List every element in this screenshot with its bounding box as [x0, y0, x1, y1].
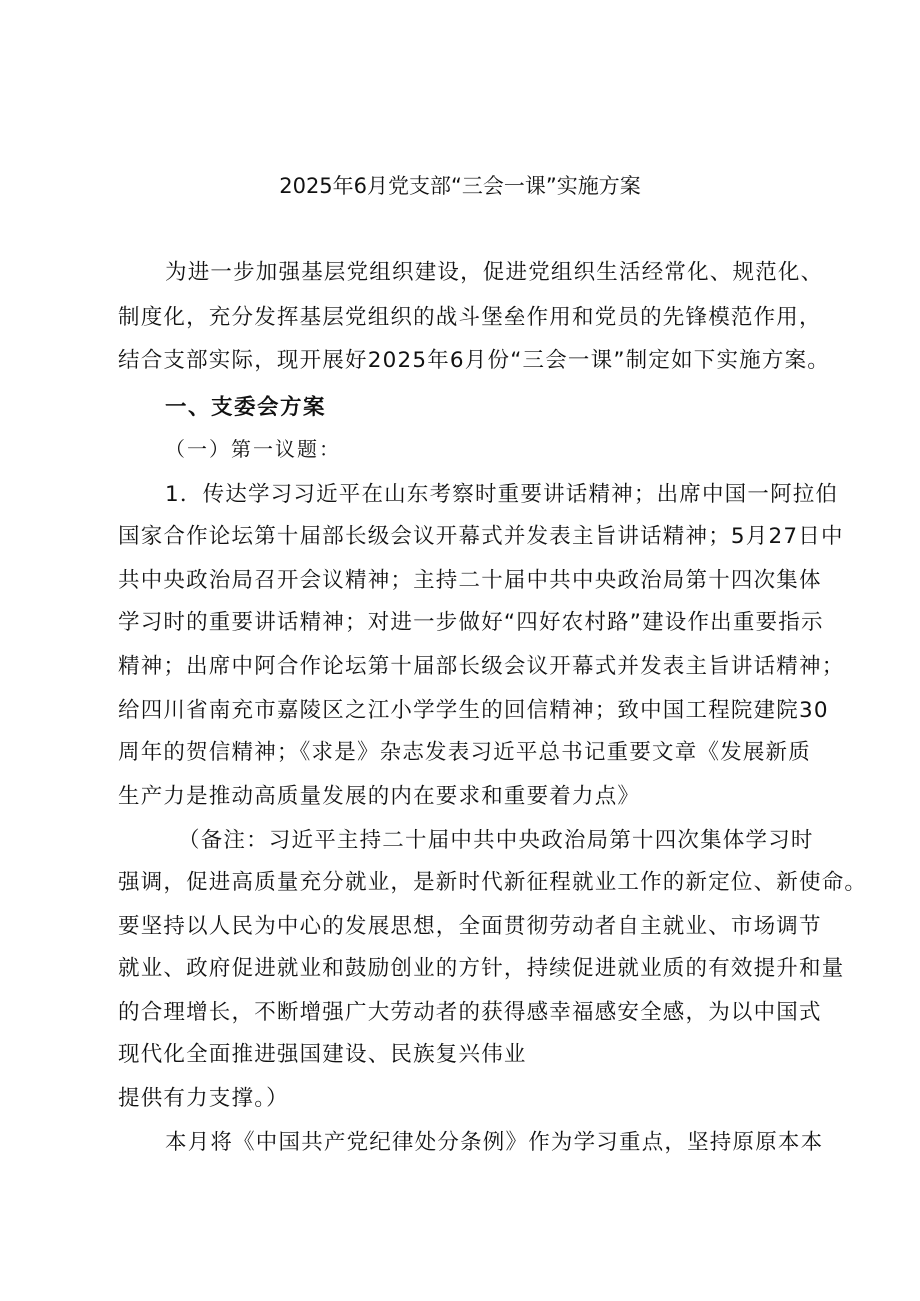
- item-line: 精神；出席中阿合作论坛第十届部长级会议开幕式并发表主旨讲话精神；: [118, 654, 845, 679]
- note-line: 强调，促进高质量充分就业，是新时代新征程就业工作的新定位、新使命。: [118, 870, 868, 895]
- note-line: 要坚持以人民为中心的发展思想，全面贯彻劳动者自主就业、市场调节: [118, 914, 822, 939]
- sub-heading: （一）第一议题：: [165, 437, 341, 461]
- intro-line: 制度化，充分发挥基层党组织的战斗堡垒作用和党员的先锋模范作用，: [118, 305, 822, 330]
- intro-line: 为进一步加强基层党组织建设，促进党组织生活经常化、规范化、: [165, 260, 824, 285]
- note-line: （备注：习近平主持二十届中共中央政治局第十四次集体学习时: [178, 828, 814, 853]
- document-title: 2025年6月党支部“三会一课”实施方案: [279, 174, 641, 198]
- item-line: 给四川省南充市嘉陵区之江小学学生的回信精神；致中国工程院建院30: [118, 698, 829, 723]
- note-line: 的合理增长，不断增强广大劳动者的获得感幸福感安全感，为以中国式: [118, 1000, 822, 1025]
- note-line: 就业、政府促进就业和鼓励创业的方针，持续促进就业质的有效提升和量: [118, 956, 845, 981]
- item-line: 周年的贺信精神；《求是》杂志发表习近平总书记重要文章《发展新质: [118, 740, 811, 765]
- note-line: 现代化全面推进强国建设、民族复兴伟业: [118, 1042, 527, 1067]
- item-line: 1．传达学习习近平在山东考察时重要讲话精神；出席中国一阿拉伯: [165, 482, 839, 507]
- item-line: 生产力是推动高质量发展的内在要求和重要着力点》: [118, 784, 641, 809]
- item-line: 共中央政治局召开会议精神；主持二十届中共中央政治局第十四次集体: [118, 568, 822, 593]
- note-line: 提供有力支撑。）: [118, 1086, 289, 1111]
- intro-line: 结合支部实际，现开展好2025年6月份“三会一课”制定如下实施方案。: [118, 348, 830, 373]
- closing-line: 本月将《中国共产党纪律处分条例》作为学习重点，坚持原原本本: [165, 1130, 824, 1155]
- section-heading: 一、支委会方案: [165, 395, 327, 420]
- item-line: 学习时的重要讲话精神；对进一步做好“四好农村路”建设作出重要指示: [118, 610, 824, 635]
- item-line: 国家合作论坛第十届部长级会议开幕式并发表主旨讲话精神；5月27日中: [118, 524, 844, 549]
